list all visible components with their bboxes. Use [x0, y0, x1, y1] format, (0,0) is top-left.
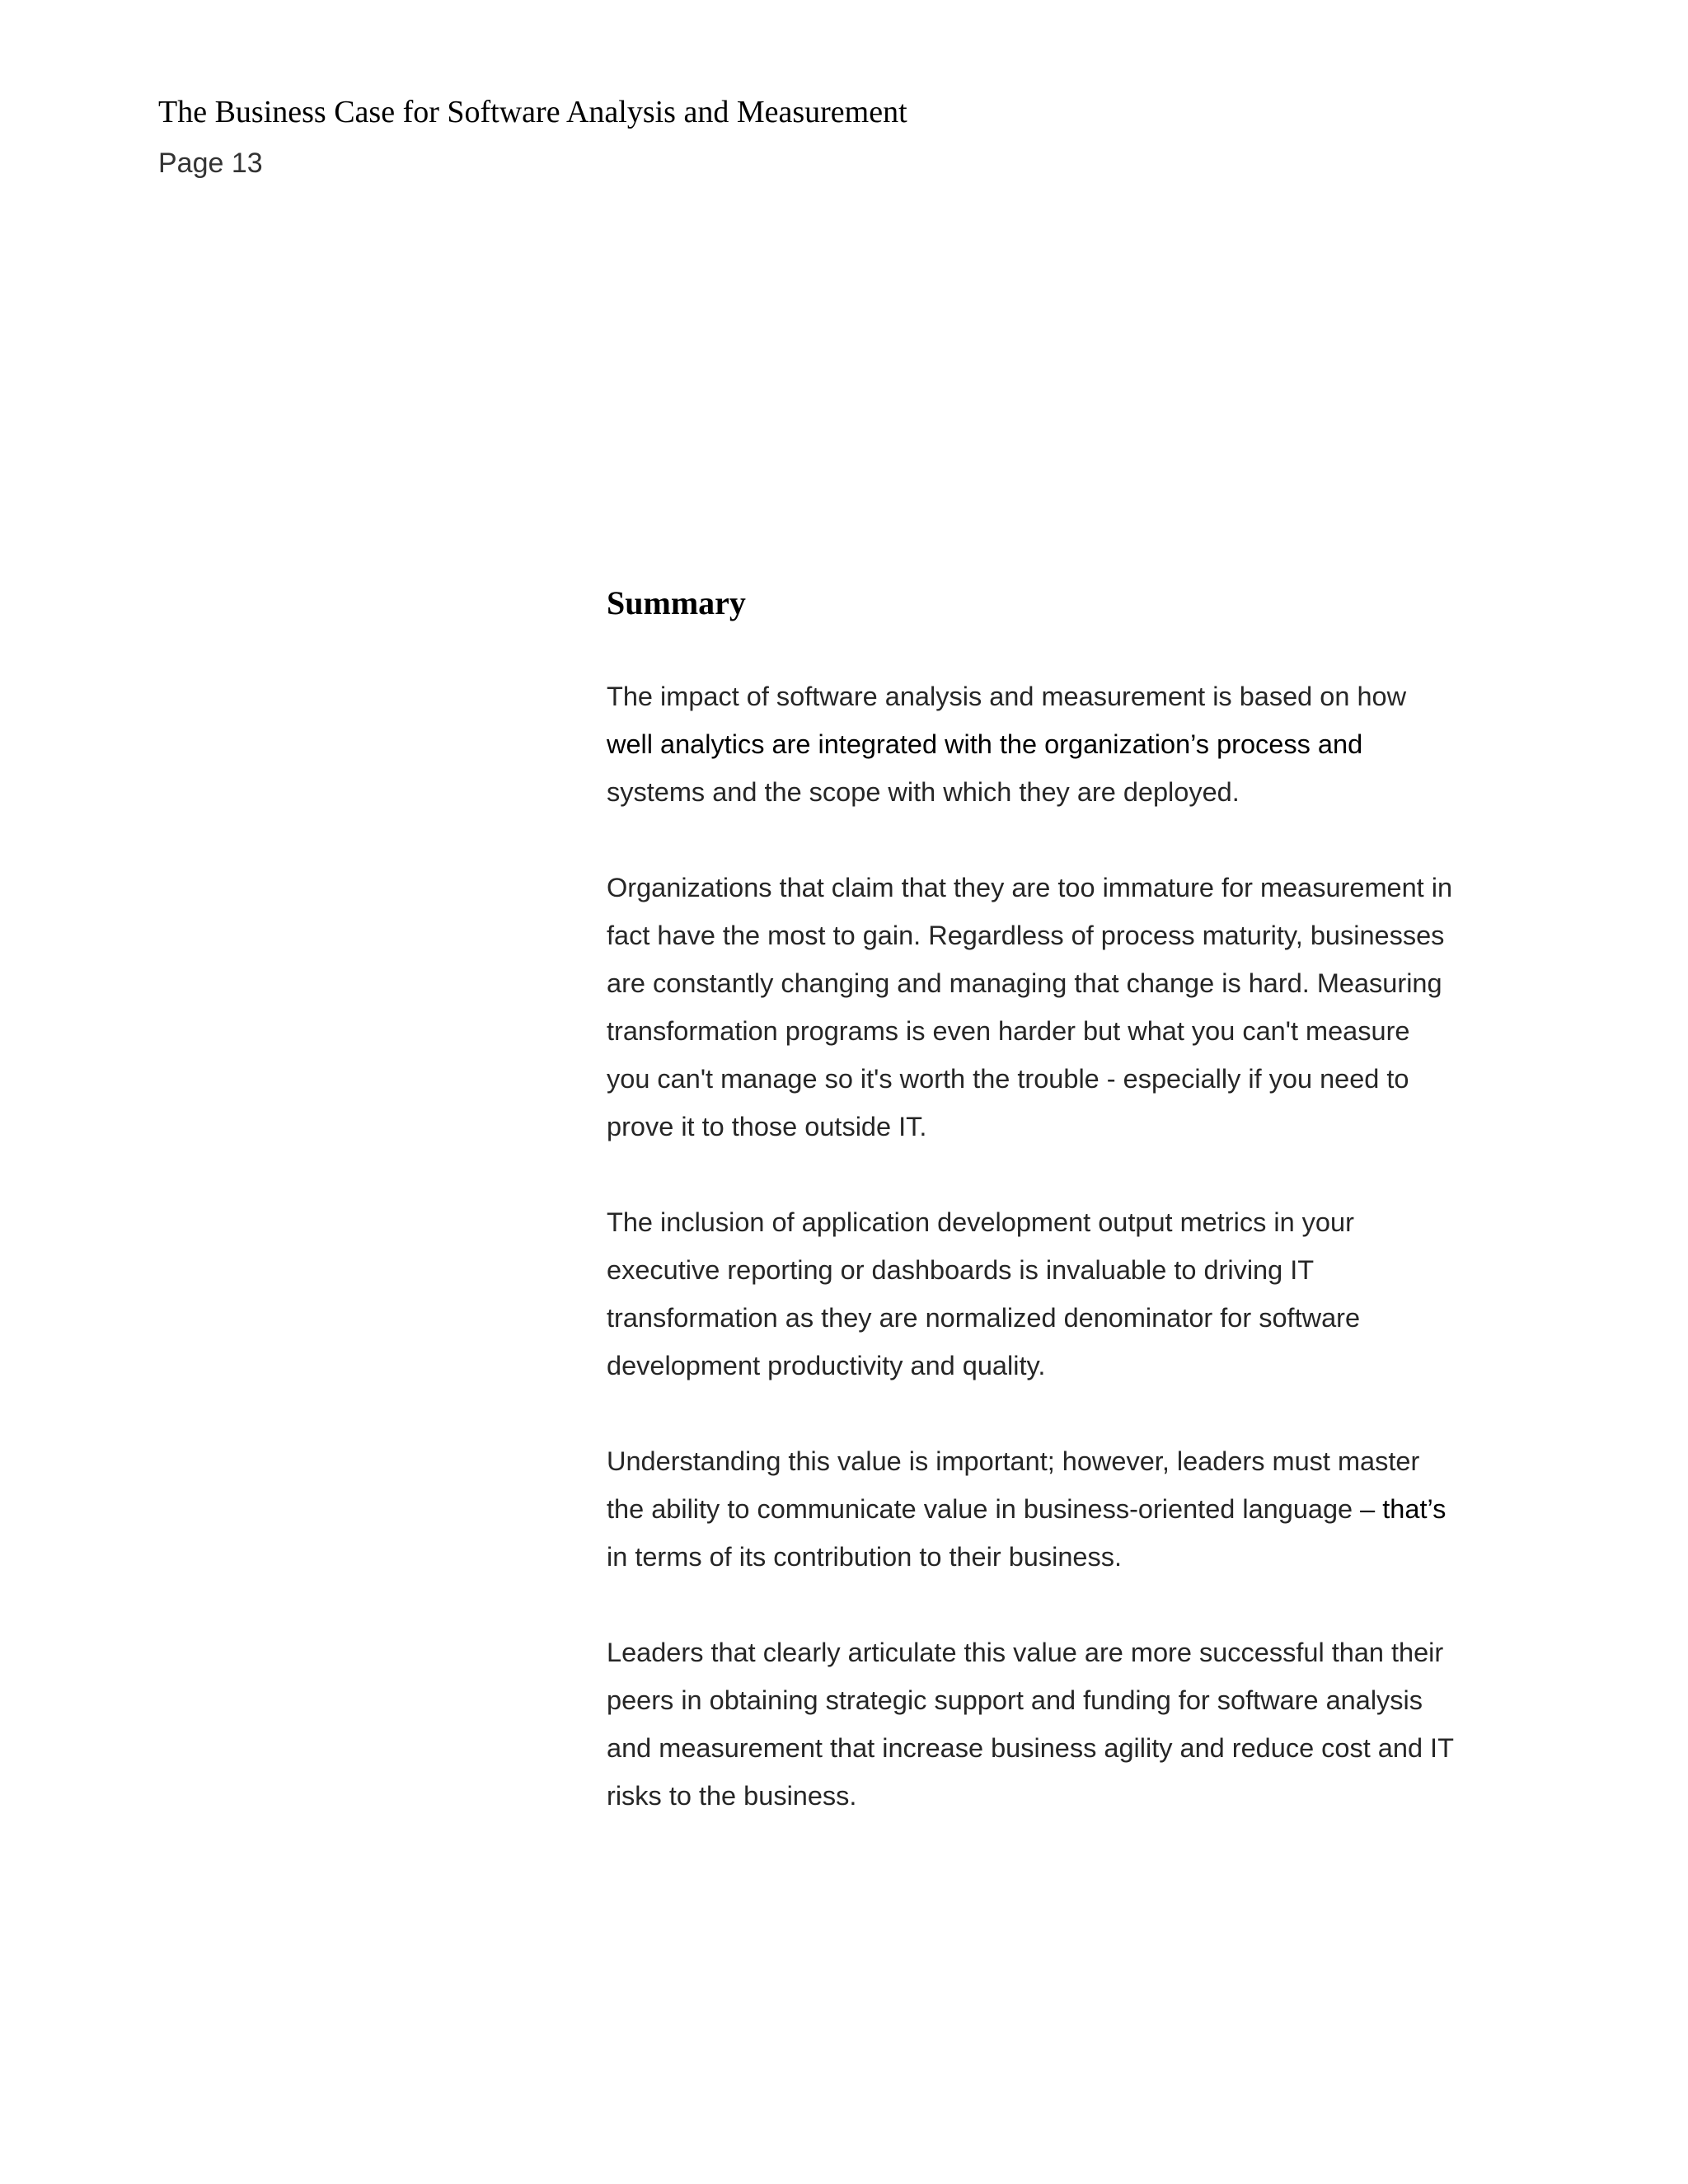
- paragraph-2: [607, 864, 1530, 1151]
- paragraph-line: peers in obtaining strategic support and funding for software analysis: [607, 1685, 1423, 1715]
- paragraph-line: are constantly changing and managing that change is hard. Measuring: [607, 968, 1442, 998]
- paragraph-line: The impact of software analysis and measurement is based on how: [607, 682, 1407, 711]
- paragraph-line: well analytics are integrated with the organization’s process and: [607, 729, 1363, 759]
- paragraph-1: [607, 673, 1530, 816]
- paragraph-4: [607, 1437, 1530, 1581]
- paragraph-line-suffix: – that’s: [1353, 1494, 1447, 1524]
- paragraph-line: in terms of its contribution to their business.: [607, 1542, 1123, 1572]
- paragraph-line-text: the ability to communicate value in business-oriented language: [607, 1494, 1353, 1524]
- paragraph-line-with-suffix: [607, 1485, 1530, 1533]
- paragraph-line: Understanding this value is important; however, leaders must master: [607, 1446, 1420, 1476]
- paragraph-line: and measurement that increase business agility and reduce cost and IT: [607, 1733, 1454, 1763]
- paragraph-3: [607, 1198, 1530, 1390]
- paragraph-line: executive reporting or dashboards is invaluable to driving IT: [607, 1255, 1315, 1285]
- paragraph-line: Leaders that clearly articulate this value are more successful than their: [607, 1638, 1444, 1667]
- paragraph-5: [607, 1629, 1530, 1820]
- section-heading: Summary: [607, 584, 746, 621]
- paragraph-line: transformation as they are normalized denominator for software: [607, 1303, 1361, 1333]
- paragraph-line: fact have the most to gain. Regardless of process maturity, businesses: [607, 921, 1445, 950]
- paragraph-line: transformation programs is even harder but what you can't measure: [607, 1016, 1410, 1046]
- paragraph-line: you can't manage so it's worth the trouble - especially if you need to: [607, 1064, 1409, 1094]
- paragraph-line: development productivity and quality.: [607, 1351, 1046, 1380]
- document-header-title: The Business Case for Software Analysis and Measurement: [158, 95, 907, 129]
- paragraph-line: Organizations that claim that they are too immature for measurement in: [607, 873, 1453, 902]
- page-number: Page 13: [158, 148, 263, 179]
- paragraph-line: The inclusion of application development output metrics in your: [607, 1207, 1354, 1237]
- paragraph-line: systems and the scope with which they are deployed.: [607, 777, 1240, 807]
- summary-section: [607, 577, 1530, 1868]
- paragraph-line: prove it to those outside IT.: [607, 1112, 927, 1141]
- paragraph-line: risks to the business.: [607, 1781, 857, 1811]
